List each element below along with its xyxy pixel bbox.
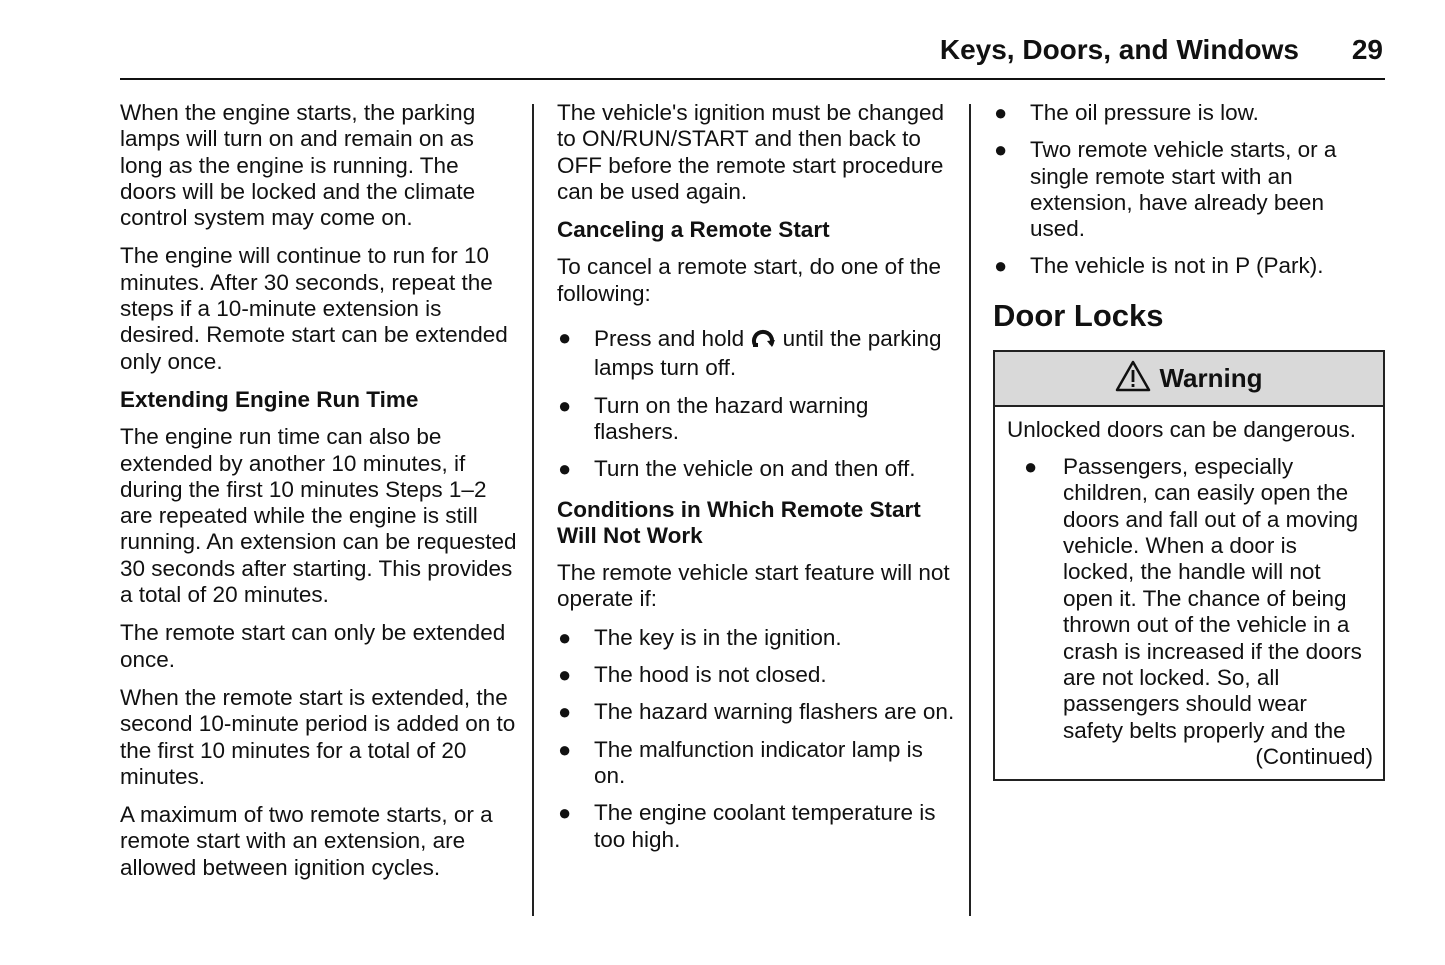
bullet-icon: ● — [558, 325, 572, 351]
list-item: ● The oil pressure is low. — [994, 100, 1259, 125]
warning-header — [995, 352, 1383, 407]
list-item: ● The malfunction indicator lamp is on. — [558, 736, 923, 788]
bullet-icon: ● — [558, 392, 572, 418]
bullet-icon: ● — [558, 624, 572, 650]
chapter-title: Keys, Doors, and Windows — [939, 34, 1299, 65]
remote-start-icon — [750, 325, 776, 355]
warning-triangle-icon — [1115, 360, 1151, 396]
warning-body — [995, 407, 1383, 779]
paragraph: The engine run time can also be extended by another 10 minutes, if during the first 10 minutes Steps 1–2 are repeated while the engine is still running. An extension can be requested 30 seconds after starting. This provides a total of 20 minutes. — [120, 424, 517, 608]
column-1 — [120, 100, 520, 893]
list-item: ● Turn the vehicle on and then off. — [558, 456, 916, 482]
column-divider — [532, 104, 534, 916]
section-title: Door Locks — [993, 297, 1164, 333]
bullet-icon: ● — [558, 800, 572, 826]
paragraph: To cancel a remote start, do one of the following: — [557, 254, 941, 306]
paragraph: When the engine starts, the parking lamps will turn on and remain on as long as the engine is running. The doors will be locked and the climate control system may come on. — [120, 100, 476, 231]
list-item: ● The engine coolant temperature is too high. — [558, 800, 936, 852]
list-item: ● The hazard warning flashers are on. — [558, 699, 955, 725]
paragraph: The remote vehicle start feature will not operate if: — [557, 560, 950, 612]
conditions-list-continued — [993, 100, 1385, 280]
list-item: ● Press and hold until the parking lamps turn off. — [558, 325, 942, 381]
bullet-icon: ● — [558, 662, 572, 688]
list-item: ● The key is in the ignition. — [558, 624, 842, 650]
warning-title: Warning — [1159, 363, 1263, 394]
continued-label: (Continued) — [1255, 744, 1373, 770]
paragraph: The engine will continue to run for 10 minutes. After 30 seconds, repeat the steps if a 10-minute extension is desired. Remote start can be extended only once. — [120, 243, 508, 374]
column-3 — [993, 100, 1385, 781]
list-item: ● Turn on the hazard warning flashers. — [558, 392, 869, 444]
list-item: ● The vehicle is not in P (Park). — [994, 253, 1324, 279]
bullet-icon: ● — [994, 137, 1008, 163]
cancel-list — [557, 325, 957, 482]
bullet-icon: ● — [558, 736, 572, 762]
bullet-icon: ● — [1024, 453, 1038, 479]
paragraph: The remote start can only be extended once. — [120, 620, 506, 672]
list-item: ● Two remote vehicle starts, or a single remote start with an extension, have already been used. — [994, 137, 1337, 242]
bullet-icon: ● — [994, 100, 1008, 125]
list-item: ● Passengers, especially children, can easily open the doors and fall out of a moving vehicle. When a door is locked, the handle will not open it. The chance of being thrown out of the vehicle in a crash is increased if the doors are not locked. So, all passengers should wear safety belts properly and the — [1024, 453, 1362, 743]
page-header — [120, 30, 1385, 80]
page-number: 29 — [1351, 34, 1383, 65]
warning-box — [993, 350, 1385, 781]
bullet-icon: ● — [558, 456, 572, 482]
bullet-icon: ● — [558, 699, 572, 725]
paragraph: When the remote start is extended, the second 10-minute period is added on to the first 10 minutes for a total of 20 minutes. — [120, 684, 516, 789]
warning-intro: Unlocked doors can be dangerous. — [1007, 416, 1356, 442]
paragraph: A maximum of two remote starts, or a remote start with an extension, are allowed between ignition cycles. — [120, 802, 493, 880]
subheading: Conditions in Which Remote Start Will Not Work — [557, 496, 921, 548]
paragraph: The vehicle's ignition must be changed to ON/RUN/START and then back to OFF before the remote start procedure can be used again. — [557, 100, 945, 204]
subheading: Extending Engine Run Time — [120, 386, 419, 412]
list-item: ● The hood is not closed. — [558, 662, 827, 688]
conditions-list — [557, 625, 957, 853]
column-2 — [557, 100, 957, 864]
warning-list — [1007, 454, 1373, 744]
subheading: Canceling a Remote Start — [557, 217, 830, 243]
bullet-icon: ● — [994, 253, 1008, 279]
column-divider — [969, 104, 971, 916]
